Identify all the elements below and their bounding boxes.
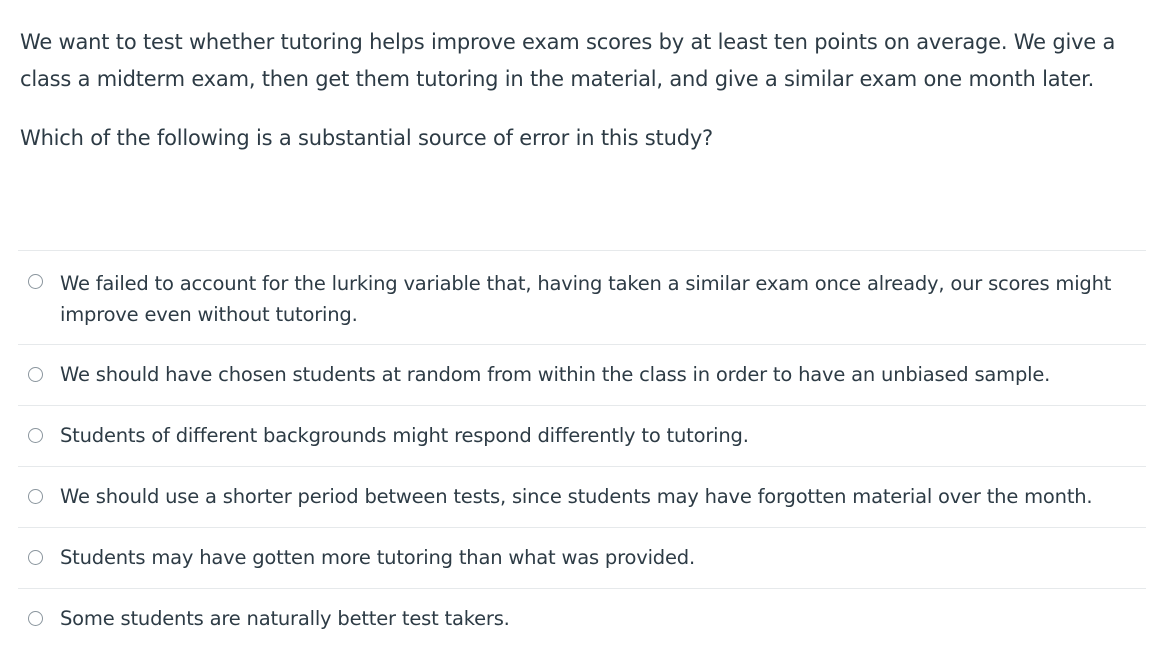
question-prompt: Which of the following is a substantial source of error in this study?: [20, 126, 713, 150]
answer-option-5[interactable]: [18, 527, 1146, 588]
radio-button[interactable]: [28, 428, 43, 443]
radio-button[interactable]: [28, 274, 43, 289]
answer-label: Students may have gotten more tutoring than what was provided.: [60, 546, 695, 569]
question-stem: We want to test whether tutoring helps improve exam scores by at least ten points on average. We give a class a midterm exam, then get them tutoring in the material, and give a similar exam one month later.: [20, 30, 1116, 91]
question-text: [20, 24, 1140, 157]
answer-label: Students of different backgrounds might respond differently to tutoring.: [60, 424, 749, 447]
answer-option-1[interactable]: [18, 250, 1146, 344]
answer-label: Some students are naturally better test takers.: [60, 607, 510, 630]
radio-button[interactable]: [28, 611, 43, 626]
answer-option-4[interactable]: [18, 466, 1146, 527]
radio-button[interactable]: [28, 489, 43, 504]
radio-button[interactable]: [28, 550, 43, 565]
answer-option-3[interactable]: [18, 405, 1146, 466]
answer-list: [18, 250, 1146, 649]
answer-option-2[interactable]: [18, 344, 1146, 405]
answer-label: We should have chosen students at random from within the class in order to have an unbiased sample.: [60, 363, 1051, 386]
answer-label: We failed to account for the lurking variable that, having taken a similar exam once already, our scores might improve even without tutoring.: [60, 272, 1112, 326]
radio-button[interactable]: [28, 367, 43, 382]
answer-label: We should use a shorter period between tests, since students may have forgotten material over the month.: [60, 485, 1093, 508]
answer-option-6[interactable]: [18, 588, 1146, 649]
